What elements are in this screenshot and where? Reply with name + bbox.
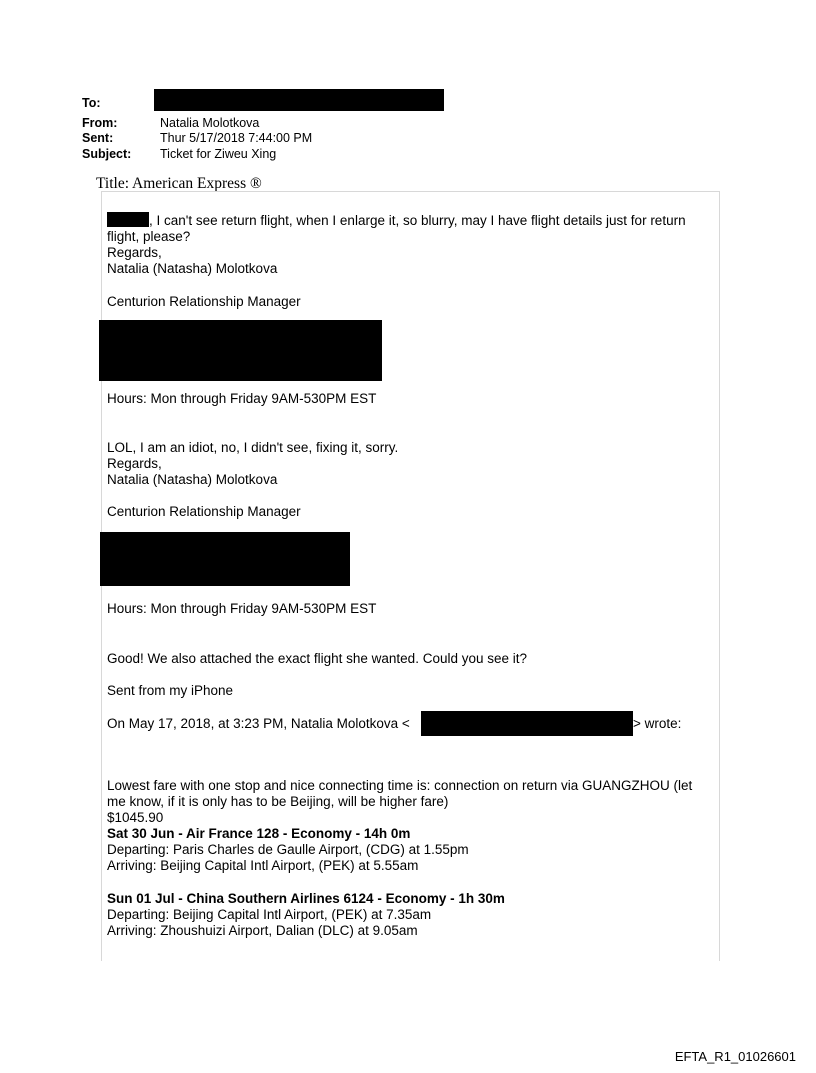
msg1-line2: flight, please? <box>107 229 191 244</box>
flight1-depart: Departing: Paris Charles de Gaulle Airport, (CDG) at 1.55pm <box>107 842 469 857</box>
msg1-name: Natalia (Natasha) Molotkova <box>107 261 278 276</box>
to-label: To: <box>82 96 101 110</box>
flight2-title: Sun 01 Jul - China Southern Airlines 6124 - Economy - 1h 30m <box>107 891 505 906</box>
redaction-block <box>107 212 149 227</box>
msg2-hours: Hours: Mon through Friday 9AM-530PM EST <box>107 601 377 616</box>
document-title: Title: American Express ® <box>96 175 262 192</box>
flight1-title: Sat 30 Jun - Air France 128 - Economy - 14h 0m <box>107 826 411 841</box>
subject-label: Subject: <box>82 146 132 161</box>
flight2-depart: Departing: Beijing Capital Intl Airport, (PEK) at 7.35am <box>107 907 432 922</box>
msg4-line2: me know, if it is only has to be Beijing, will be higher fare) <box>107 794 449 809</box>
sent-label: Sent: <box>82 131 114 145</box>
msg1-role: Centurion Relationship Manager <box>107 294 301 309</box>
msg2-name: Natalia (Natasha) Molotkova <box>107 472 278 487</box>
to-value-redacted <box>160 96 444 116</box>
msg3-quote-suffix: > wrote: <box>633 716 682 731</box>
redaction-block <box>99 320 382 381</box>
flight2-arrive: Arriving: Zhoushuizi Airport, Dalian (DLC) at 9.05am <box>107 923 418 938</box>
msg4-line1: Lowest fare with one stop and nice connecting time is: connection on return via GUANGZHOU (let <box>107 778 693 793</box>
msg1-line1: , I can't see return flight, when I enlarge it, so blurry, may I have flight details just for return <box>149 213 686 228</box>
msg2-regards: Regards, <box>107 456 162 471</box>
msg1-hours: Hours: Mon through Friday 9AM-530PM EST <box>107 391 377 406</box>
from-value: Natalia Molotkova <box>160 115 260 130</box>
msg1-regards: Regards, <box>107 245 162 260</box>
email-header <box>82 96 444 162</box>
msg3-signature: Sent from my iPhone <box>107 683 234 698</box>
document-id: EFTA_R1_01026601 <box>674 1049 796 1064</box>
redaction-block <box>100 532 350 586</box>
from-label: From: <box>82 115 118 130</box>
subject-value: Ticket for Ziweu Xing <box>160 146 277 161</box>
msg2-role: Centurion Relationship Manager <box>107 504 301 519</box>
msg4-price: $1045.90 <box>107 810 164 825</box>
sent-value: Thur 5/17/2018 7:44:00 PM <box>160 131 313 145</box>
redaction-block <box>421 711 633 736</box>
flight1-arrive: Arriving: Beijing Capital Intl Airport, (PEK) at 5.55am <box>107 858 419 873</box>
msg3-line1: Good! We also attached the exact flight she wanted. Could you see it? <box>107 651 528 666</box>
msg2-line1: LOL, I am an idiot, no, I didn't see, fixing it, sorry. <box>107 440 399 455</box>
msg3-quote-prefix: On May 17, 2018, at 3:23 PM, Natalia Molotkova < <box>107 716 410 731</box>
